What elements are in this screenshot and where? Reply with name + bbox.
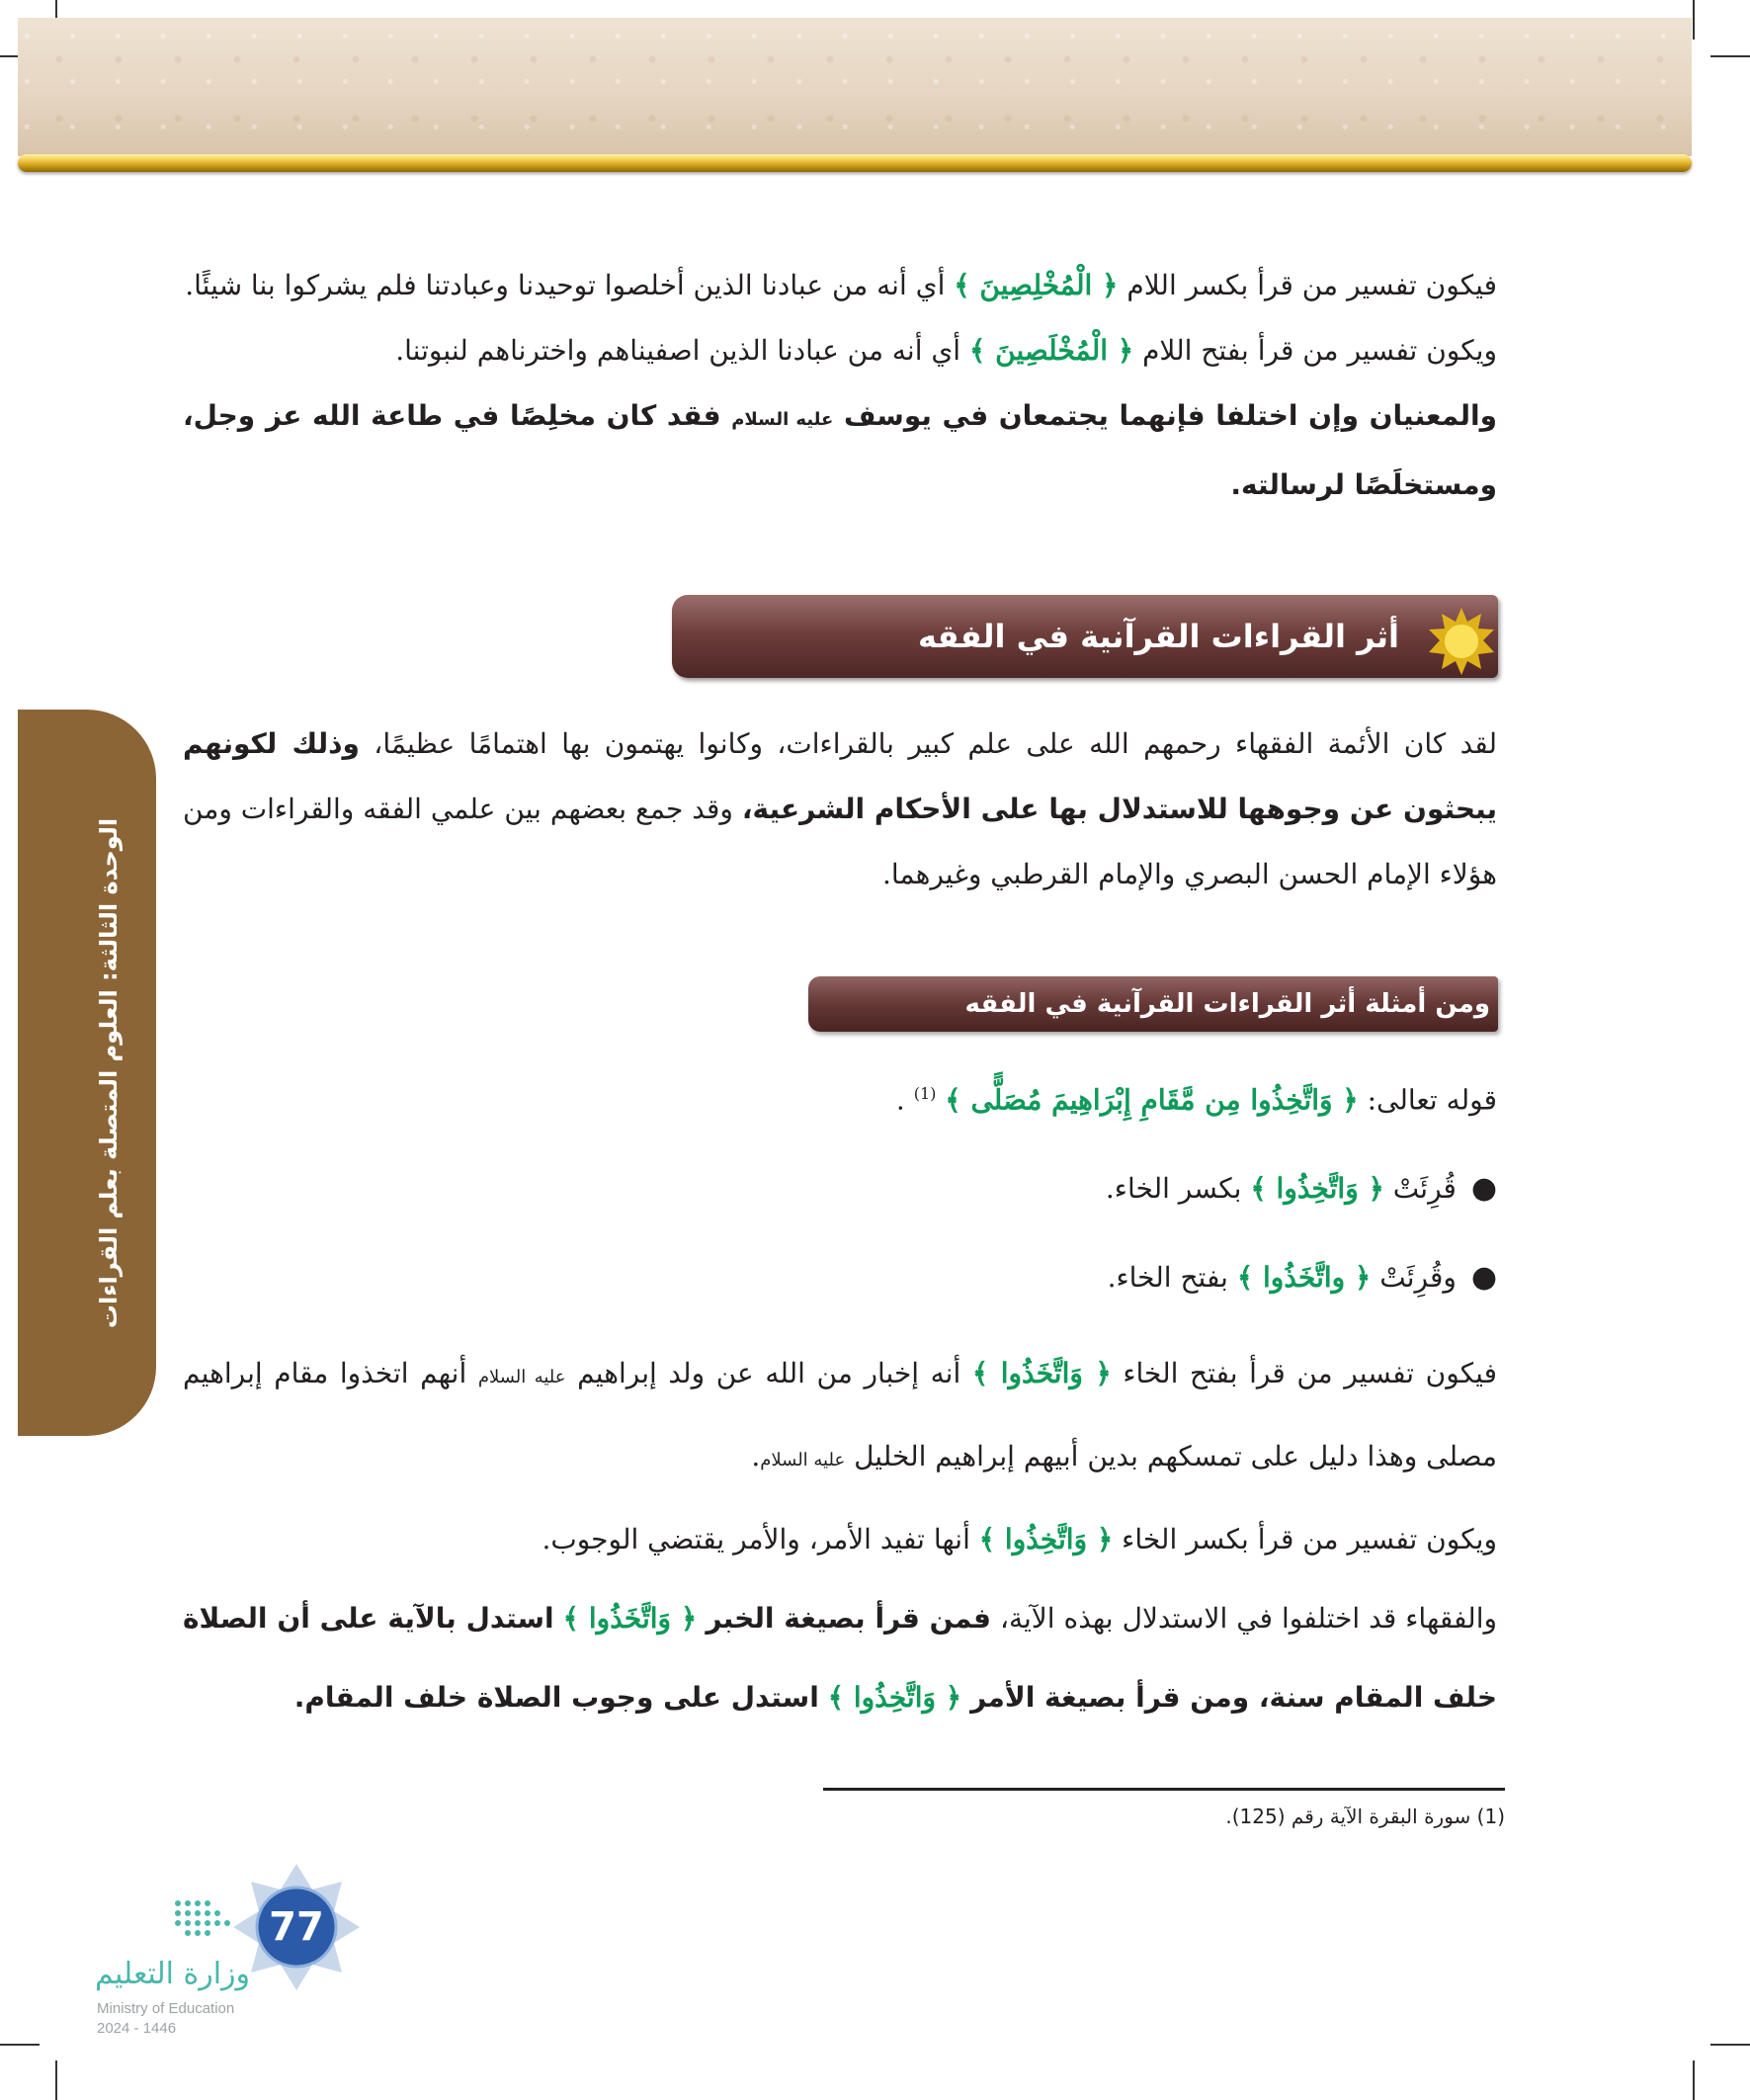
para5-text-c: أنهم اتخذوا مقام إبراهيم مصلى وهذا دليل على تمسكهم بدين أبيهم إبراهيم الخليل xyxy=(183,1357,1497,1472)
ministry-name-arabic: وزارة التعليم xyxy=(95,1957,251,1991)
para7-text-a: والفقهاء قد اختلفوا في الاستدلال بهذه الآية، xyxy=(999,1602,1498,1635)
header-gold-rule xyxy=(18,154,1692,172)
quran-word: ﴿ وَاتَّخِذُوا ﴾ xyxy=(827,1681,962,1714)
bullet-fath xyxy=(183,1233,1497,1322)
para1-text-b: أي أنه من عبادنا الذين أخلصوا توحيدنا وعبادتنا فلم يشركوا بنا شيئًا. xyxy=(185,269,946,301)
ministry-logo-icon xyxy=(168,1895,237,1941)
bullet-prefix: قُرِئَتْ xyxy=(1392,1172,1457,1206)
explanation-block xyxy=(183,1334,1497,1737)
para5-text-b: أنه إخبار من الله عن ولد إبراهيم xyxy=(577,1357,961,1389)
paragraph-scholars xyxy=(183,712,1497,907)
para2-text-b: أي أنه من عبادنا الذين اصفيناهم واخترناهم لنبوتنا. xyxy=(395,334,961,367)
examples-heading: ومن أمثلة أثر القراءات القرآنية في الفقه xyxy=(964,989,1490,1019)
unit-side-tab-label: الوحدة الثالثة: العلوم المتصلة بعلم القراءات xyxy=(95,817,123,1329)
para7-bold-d: استدل على وجوب الصلاة خلف المقام. xyxy=(293,1681,819,1714)
para3-text-a: والمعنيان وإن اختلفا فإنهما يجتمعان في يوسف xyxy=(843,399,1497,432)
para4-text-b: وقد جمع بعضهم بين علمي الفقه والقراءات ومن هؤلاء الإمام الحسن البصري والإمام القرطبي وغيرهما. xyxy=(183,793,1497,890)
verse-block xyxy=(183,1050,1497,1322)
quran-word: ﴿ الْمُخْلَصِينَ ﴾ xyxy=(968,334,1134,367)
bullet-dot: ● xyxy=(1470,1171,1497,1207)
paragraph-khabar xyxy=(183,1334,1497,1500)
quran-verse: ﴿ وَاتَّخِذُوا مِن مَّقَامِ إِبْرَاهِيمَ مُصَلًّى ﴾ xyxy=(945,1083,1359,1117)
quran-word: ﴿ وَاتَّخِذُوا ﴾ xyxy=(1250,1172,1384,1206)
quran-word: ﴿ وَاتَّخَذُوا ﴾ xyxy=(971,1357,1112,1389)
honorific-glyph: عليه السلام xyxy=(731,409,834,430)
page-number: 77 xyxy=(269,1904,324,1950)
quran-word: ﴿ وَاتَّخَذُوا ﴾ xyxy=(562,1602,698,1635)
para5-text-a: فيكون تفسير من قرأ بفتح الخاء xyxy=(1123,1357,1498,1389)
quran-word: ﴿ واتَّخَذُوا ﴾ xyxy=(1236,1261,1372,1295)
para4-bold: وذلك لكونهم يبحثون عن وجوهها للاستدلال بها على الأحكام الشرعية، xyxy=(183,727,1498,825)
footnote-rule xyxy=(823,1788,1505,1791)
bullet-suffix: بفتح الخاء. xyxy=(1107,1261,1228,1295)
verse-prefix: قوله تعالى: xyxy=(1367,1083,1497,1117)
ministry-name-english: Ministry of Education xyxy=(97,2000,235,2017)
footnote-text: (1) سورة البقرة الآية رقم (125). xyxy=(1225,1805,1505,1828)
bullet-prefix: وقُرِئَتْ xyxy=(1379,1261,1457,1295)
honorific-glyph: عليه السلام xyxy=(477,1367,566,1387)
intro-text-block xyxy=(183,253,1497,518)
para7-bold-b: فمن قرأ بصيغة الخبر xyxy=(706,1602,991,1635)
para4-text-a: لقد كان الأئمة الفقهاء رحمهم الله على علم كبير بالقراءات، وكانوا يهتمون بها اهتمامًا عظيمًا، xyxy=(374,727,1497,760)
crop-mark xyxy=(1693,2060,1695,2100)
crop-mark xyxy=(1710,2044,1750,2046)
bullet-suffix: بكسر الخاء. xyxy=(1105,1172,1242,1206)
crop-mark xyxy=(1693,0,1695,40)
paragraph-jurists xyxy=(183,1579,1497,1737)
para1-text-a: فيكون تفسير من قرأ بكسر اللام xyxy=(1126,269,1497,301)
paragraph-two-meanings xyxy=(183,383,1497,518)
examples-heading-banner xyxy=(808,976,1498,1032)
para6-text-b: أنها تفيد الأمر، والأمر يقتضي الوجوب. xyxy=(542,1523,970,1555)
para5-text-d: . xyxy=(751,1440,761,1472)
crop-mark xyxy=(55,2060,57,2100)
paragraph-mukhlisin-kasr xyxy=(183,253,1497,318)
unit-side-tab xyxy=(18,710,156,1436)
bullet-dot: ● xyxy=(1470,1260,1497,1296)
quran-word: ﴿ وَاتَّخِذُوا ﴾ xyxy=(978,1523,1114,1555)
para3-text-b: فقد كان مخلِصًا في طاعة الله عز وجل، ومستخلَصًا لرسالته. xyxy=(183,399,1497,501)
crop-mark xyxy=(1710,55,1750,57)
fiqh-text-block xyxy=(183,712,1497,907)
quran-word: ﴿ الْمُخْلِصِينَ ﴾ xyxy=(954,269,1119,301)
verse-suffix: . xyxy=(895,1083,905,1117)
honorific-glyph: عليه السلام xyxy=(760,1450,846,1470)
ministry-year: 2024 - 1446 xyxy=(97,2020,177,2037)
para2-text-a: ويكون تفسير من قرأ بفتح اللام xyxy=(1142,334,1497,367)
para7-bold-c: استدل بالآية على أن الصلاة خلف المقام سنة، ومن قرأ بصيغة الأمر xyxy=(183,1602,1497,1714)
paragraph-amr xyxy=(183,1500,1497,1579)
bullet-kasr xyxy=(183,1144,1497,1233)
paragraph-mukhlasin-fath xyxy=(183,318,1497,383)
footnote-ref: (1) xyxy=(913,1084,937,1103)
verse-line xyxy=(183,1050,1497,1144)
crop-mark xyxy=(0,2044,40,2046)
header-band xyxy=(18,18,1692,156)
section-heading: أثر القراءات القرآنية في الفقه xyxy=(918,618,1399,655)
section-heading-banner xyxy=(672,595,1498,678)
sun-icon xyxy=(1426,606,1497,677)
para6-text-a: ويكون تفسير من قرأ بكسر الخاء xyxy=(1122,1523,1497,1555)
